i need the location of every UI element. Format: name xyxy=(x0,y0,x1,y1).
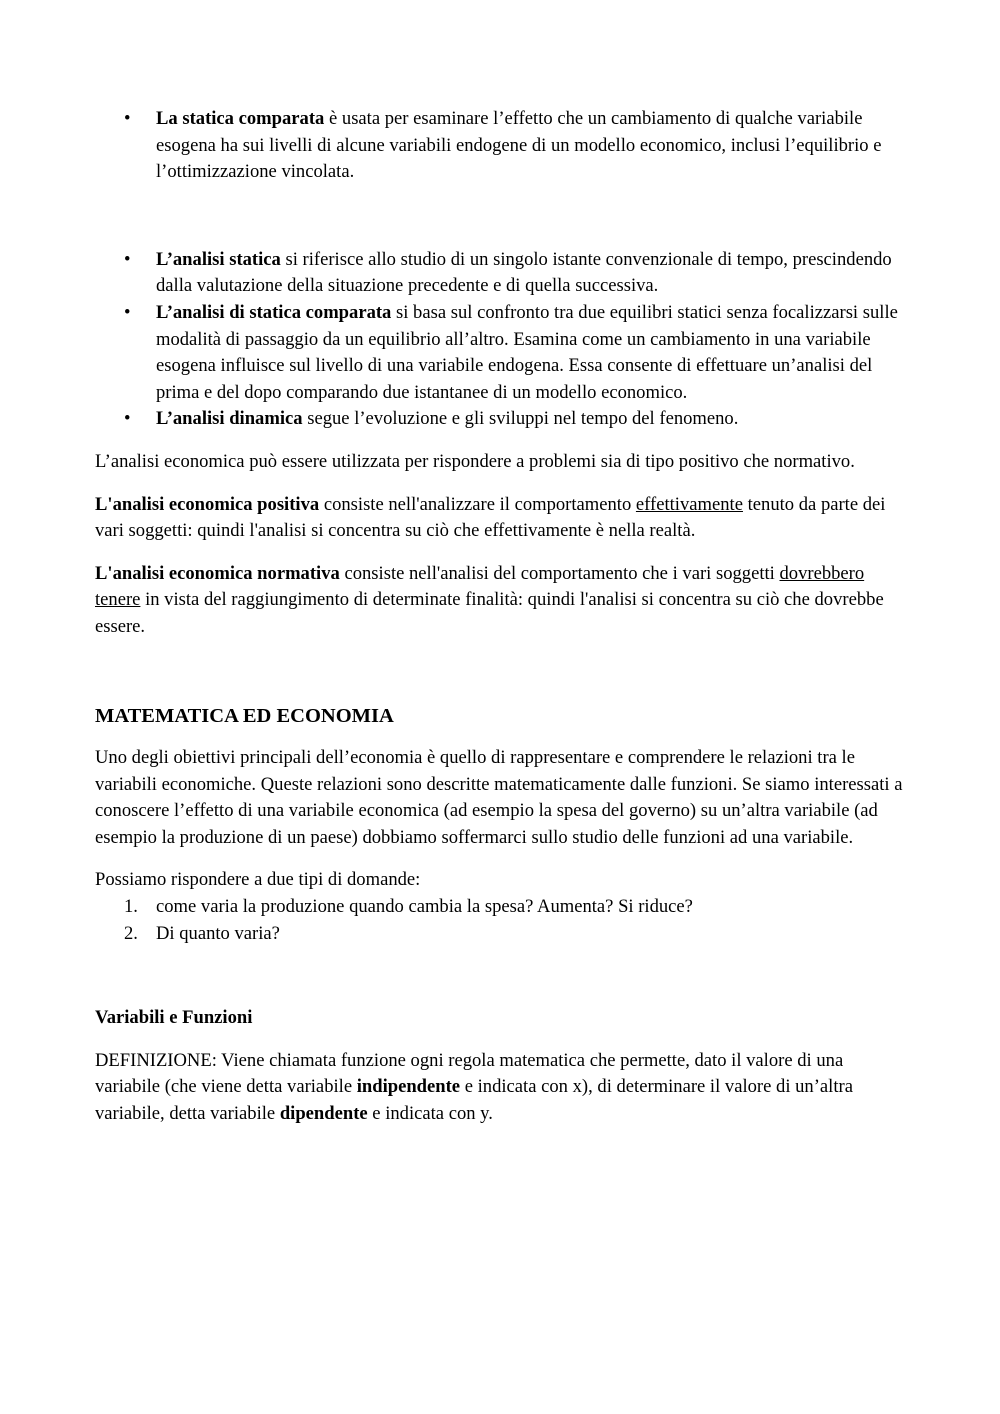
paragraph-analisi-normativa xyxy=(95,561,910,641)
term-bold: dipendente xyxy=(279,1103,368,1125)
item-text: segue l’evoluzione e gli sviluppi nel tempo del fenomeno. xyxy=(302,408,739,430)
list-number: 2. xyxy=(124,922,138,944)
paragraph-intro: L’analisi economica può essere utilizzata per rispondere a problemi sia di tipo positivo che normativo. xyxy=(95,450,855,472)
item-text: si riferisce allo studio di un singolo istante convenzionale di tempo, prescindendo dalla valutazione della situazione precedente e di quella successiva. xyxy=(156,248,892,297)
paragraph-domande: Possiamo rispondere a due tipi di domande: xyxy=(95,869,421,891)
paragraph-analisi-positiva xyxy=(95,492,910,545)
term-bold: L’analisi statica xyxy=(156,248,281,270)
list-item xyxy=(95,894,910,921)
list-item xyxy=(95,406,910,433)
subsection-heading: Variabili e Funzioni xyxy=(95,1007,253,1029)
paragraph-text: consiste nell'analisi del comportamento che i vari soggetti xyxy=(339,562,780,584)
list-item xyxy=(95,247,910,300)
term-bold: indipendente xyxy=(356,1076,461,1098)
item-text: si basa sul confronto tra due equilibri statici senza focalizzarsi sulle modalità di passaggio da un equilibrio all’altro. Esamina come un cambiamento in una variabile esogena influisce sul livello di una variabile endogena. Essa consente di effettuare un’analisi del prima e del dopo comparando due istantanee di un modello economico. xyxy=(156,301,898,403)
paragraph-text: tenuto da parte dei vari soggetti: quindi l'analisi si concentra su ciò che effettivamente è nella realtà. xyxy=(95,493,886,542)
bullet-icon: • xyxy=(124,408,131,430)
list-item xyxy=(95,106,910,186)
paragraph-text: in vista del raggiungimento di determinate finalità: quindi l'analisi si concentra su ciò che dovrebbe essere. xyxy=(95,589,884,637)
section-heading: MATEMATICA ED ECONOMIA xyxy=(95,704,394,727)
bullet-icon: • xyxy=(124,108,131,129)
paragraph-text: e indicata con x), di determinare il valore di un’altra variabile, detta variabile xyxy=(95,1076,853,1125)
numbered-list-domande xyxy=(95,894,910,947)
underlined-term: effettivamente xyxy=(635,493,743,515)
bullet-list-statica-comparata xyxy=(95,106,910,186)
paragraph-definizione xyxy=(95,1048,910,1128)
paragraph-text: DEFINIZIONE: Viene chiamata funzione ogni regola matematica che permette, dato il valore di una variabile (che viene detta variabile xyxy=(95,1049,844,1098)
underlined-term: dovrebbero tenere xyxy=(95,562,865,611)
term-bold: L'analisi economica positiva xyxy=(95,493,320,515)
document-page xyxy=(95,106,910,1128)
bullet-icon: • xyxy=(124,248,131,270)
list-number: 1. xyxy=(124,896,138,918)
item-text: è usata per esaminare l’effetto che un cambiamento di qualche variabile esogena ha sui livelli di alcune variabili endogene di un modello economico, inclusi l’equilibrio e l’ottimizzazione vincolata. xyxy=(156,108,882,183)
paragraph-text: e indicata con y. xyxy=(367,1103,493,1125)
item-text: Di quanto varia? xyxy=(156,922,280,944)
term-bold: L'analisi economica normativa xyxy=(95,562,340,584)
bullet-list-analisi xyxy=(95,247,910,433)
list-item xyxy=(95,300,910,406)
item-text: come varia la produzione quando cambia la spesa? Aumenta? Si riduce? xyxy=(156,896,693,918)
bullet-icon: • xyxy=(124,301,131,323)
term-bold: L’analisi di statica comparata xyxy=(156,301,392,323)
paragraph-obiettivi: Uno degli obiettivi principali dell’economia è quello di rappresentare e comprendere le relazioni tra le variabili economiche. Queste relazioni sono descritte matematicamente dalle funzioni. Se siamo interessati a conoscere l’effetto di una variabile economica (ad esempio la spesa del governo) su un’altra variabile (ad esempio la produzione di un paese) dobbiamo soffermarci sullo studio delle funzioni ad una variabile. xyxy=(95,747,903,848)
list-item xyxy=(95,921,910,948)
paragraph-text: consiste nell'analizzare il comportamento xyxy=(319,493,636,515)
term-bold: L’analisi dinamica xyxy=(156,408,303,430)
term-bold: La statica comparata xyxy=(156,108,325,129)
